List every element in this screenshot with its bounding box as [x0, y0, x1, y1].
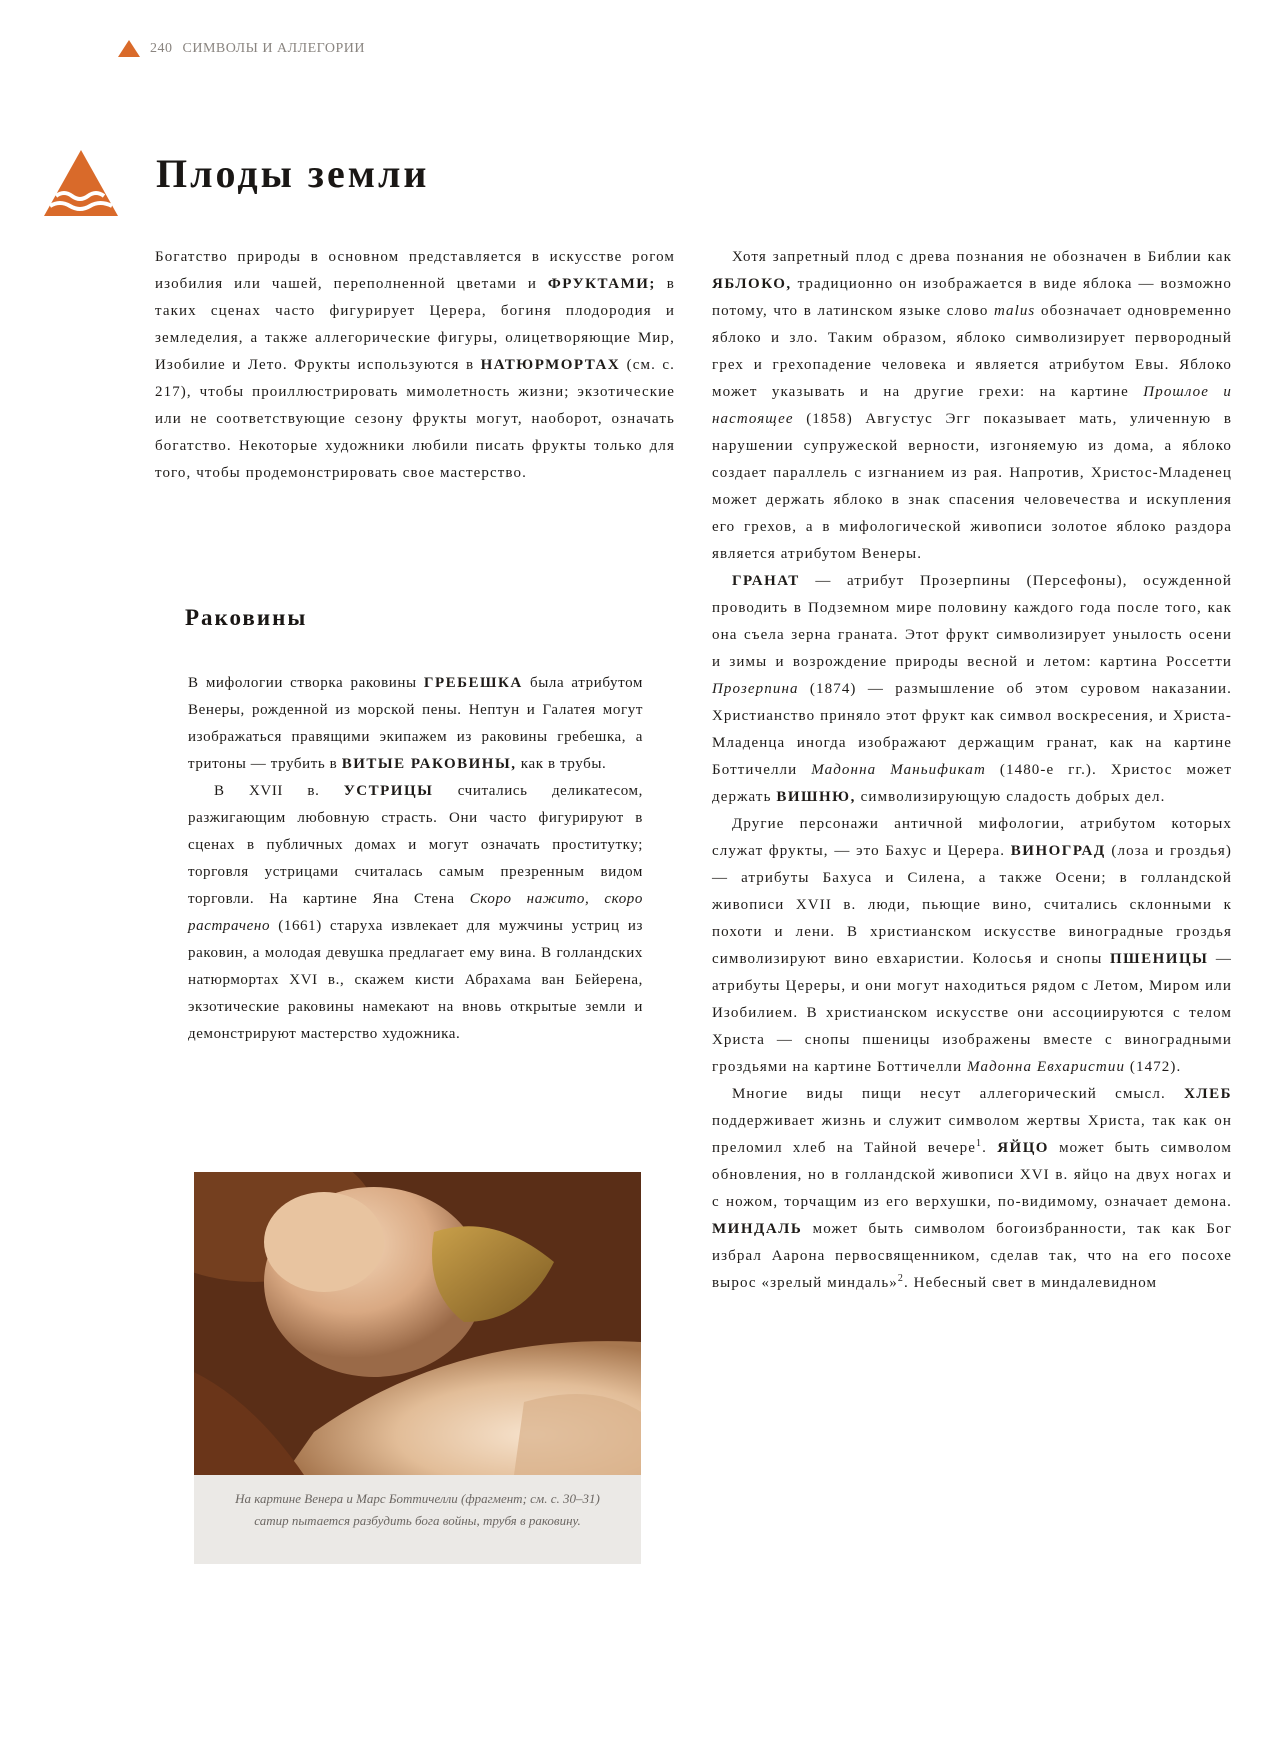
paragraph-grapes-wheat: Другие персонажи античной мифологии, атрибутом которых служат фрукты, — это Бахус и Церера. ВИНОГРАД (лоза и гроздья) — атрибуты Бахуса и Силена, а также Осени; в голландской живописи XVII в. люди, пьющие вино, считались склонными к похоти и лени. В христианском искусстве виноградные гроздья символизируют вино евхаристии. Колосья и снопы ПШЕНИЦЫ — атрибуты Цереры, и они могут находиться рядом с Летом, Миром или Изобилием. В христианском искусстве они ассоциируются с телом Христа — снопы пшеницы изображены вместе с виноградными гроздьями на картине Боттичелли Мадонна Евхаристии (1472).: [712, 816, 1233, 1075]
section-heading-shells: Раковины: [185, 605, 308, 630]
figure-caption: На картине Венера и Марс Боттичелли (фрагмент; см. с. 30–31) сатир пытается разбудить бога войны, трубя в раковину.: [235, 1491, 600, 1528]
section-title: СИМВОЛЫ И АЛЛЕГОРИИ: [182, 40, 365, 56]
paragraph-food: Многие виды пищи несут аллегорический смысл. ХЛЕБ поддерживает жизнь и служит символом жертвы Христа, так как он преломил хлеб на Тайной вечере$^1$. ЯЙЦО может быть символом обновления, но в голландской живописи XVI в. яйцо на двух ногах и с ножом, торчащим из его верхушки, по-видимому, означает демона. МИНДАЛЬ может быть символом богоизбранности, так как Бог избрал Аарона первосвященником, сделав так, что на его посохе вырос «зрелый миндаль»$^2$. Небесный свет в миндалевидном: [712, 1086, 1232, 1291]
figure-venus-mars: [194, 1172, 641, 1564]
page-number: 240: [150, 40, 173, 56]
shells-text: В мифологии створка раковины ГРЕБЕШКА была атрибутом Венеры, рожденной из морской пены. Нептун и Галатея могут изображаться правящими экипажем из раковины гребешка, а тритоны — трубить в ВИТЫЕ РАКОВИНЫ, как в трубы. В XVII в. УСТРИЦЫ считались деликатесом, разжигающим любовную страсть. Они часто фигурируют в сценах в публичных домах и могут означать проститутку; торговля устрицами считалась самым презренным видом торговли. На картине Яна Стена Скоро нажито, скоро растрачено (1661) старуха извлекает для мужчины устриц из раковин, а молодая девушка предлагает ему вина. В голландских натюрмортах XVI в., скажем кисти Абрахама ван Бейерена, экзотические раковины намекают на вновь открытые земли и демонстрируют мастерство художника.: [188, 675, 643, 1042]
painting-image: [194, 1172, 641, 1475]
right-column: [712, 244, 1232, 1297]
intro-paragraph: Богатство природы в основном представляется в искусстве рогом изобилия или чашей, переполненной цветами и ФРУКТАМИ; в таких сценах часто фигурирует Церера, богиня плодородия и земледелия, а также аллегорические фигуры, олицетворяющие Мир, Изобилие и Лето. Фрукты используются в НАТЮРМОРТАХ (см. с. 217), чтобы проиллюстрировать мимолетность жизни; экзотические или не соответствующие сезону фрукты могут, наоборот, означать богатство. Некоторые художники любили писать фрукты только для того, чтобы продемонстрировать свое мастерство.: [155, 249, 675, 481]
running-head: [118, 40, 365, 57]
paragraph-apple: Хотя запретный плод с древа познания не обозначен в Библии как ЯБЛОКО, традиционно он изображается в виде яблока — возможно потому, что в латинском языке слово malus обозначает одновременно яблоко и зло. Таким образом, яблоко символизирует первородный грех и грехопадение человека и является атрибутом Евы. Яблоко может указывать и на другие грехи: на картине Прошлое и настоящее (1858) Августус Эгг показывает мать, уличенную в нарушении супружеской верности, изгоняемую из дома, а яблоко создает параллель с изгнанием из рая. Напротив, Христос-Младенец может держать яблоко в знак спасения человечества и искупления его грехов, а в мифологической живописи золотое яблоко раздора является атрибутом Венеры.: [712, 249, 1233, 562]
orange-triangle-waves-icon: [42, 148, 120, 218]
painting-illustration: [194, 1172, 641, 1475]
chapter-title: Плоды земли: [156, 151, 430, 196]
orange-triangle-icon: [118, 40, 140, 57]
paragraph-pomegranate: ГРАНАТ — атрибут Прозерпины (Персефоны), осужденной проводить в Подземном мире половину каждого года после того, как она съела зерна граната. Этот фрукт символизирует унылость осени и зимы и возрождение природы весной и летом: картина Россетти Прозерпина (1874) — размышление об этом суровом наказании. Христианство приняло этот фрукт как символ воскресения, и Христа-Младенца иногда изображают держащим гранат, как на картине Боттичелли Мадонна Маньификат (1480-е гг.). Христос может держать ВИШНЮ, символизирующую сладость добрых дел.: [712, 573, 1232, 805]
